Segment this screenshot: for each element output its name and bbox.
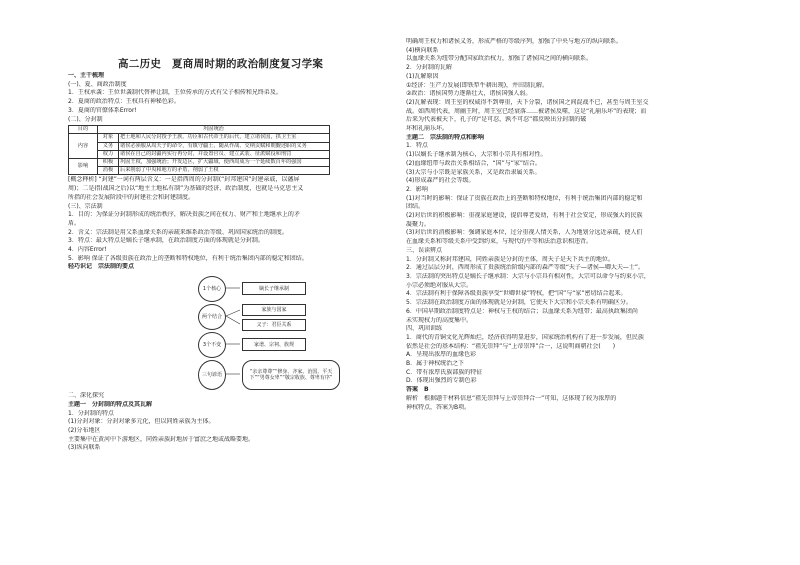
text-line: 三、误读辨点 [406, 246, 443, 254]
text-line: 以血缘关系为纽带分配国家政治权力，加强了诸侯国之间的横向联系。 [406, 55, 593, 63]
text-line: 4．宗法制有利于保障各级贵族享受“世卿世禄”特权，把“国”与“家”密切结合起来。 [406, 290, 627, 298]
diagram-box: 家族与国家 [242, 304, 306, 316]
table-cell: 权力 [98, 150, 119, 158]
text-line: B．属于神权统治之下 [406, 360, 465, 368]
text-line: 2．通过层层分封，西周形成了贵族统治阶级内部的森严等级“天子—诸侯—卿大夫—士”。 [406, 264, 645, 272]
text-line: 神权特点，答案为B项。 [406, 403, 471, 411]
text-line: 1．目的：为保证分封制形成的统治秩序，解决贵族之间在权力、财产和土地继承上的矛 [68, 211, 300, 219]
left-section-one [68, 72, 395, 124]
page-title: 高二历史 夏商周时期的政治制度复习学案 [118, 58, 324, 70]
text-line: 1．特点 [406, 142, 428, 150]
table-cell: 积极 [98, 159, 119, 167]
text-line: (3)大宗与小宗既是家族关系，又是政治隶属关系。 [406, 168, 541, 176]
text-line: (三)、宗法制 [68, 202, 103, 210]
text-line: (2)瓦解表现：周王室的权威得不到尊重，天下分裂，诸侯国之间混战不已，甚至与周王室交 [406, 98, 649, 106]
table-cell: 义务 [98, 142, 119, 150]
text-line: ②政治：诸侯国势力逐渐壮大，诸侯国强人弱。 [406, 90, 532, 98]
text-line: 1．分封制的特点 [68, 409, 114, 417]
text-line: 解析 根据题干材料信息“祖先崇拜与上帝崇拜合一”可知，这体现了较为浓厚的 [406, 394, 617, 402]
table-cell: 影响 [69, 159, 98, 175]
table-cell: 巩固王权，加强统治；开发边区，扩大疆域，使西周成为一个延续数百年的强国 [119, 159, 330, 167]
table-cell: 把土地和人民分封授予王族、功臣和古代帝王的后代，建立诸侯国，拱卫王室 [119, 134, 330, 142]
text-line: 6．中国早期政治制度特点是：神权与王权的结合；以血缘关系为纽带；最高执政集团尚 [406, 307, 638, 315]
text-line: 5．影响 保证了各级贵族在政治上的垄断和特权地位，有利于统治集团内部的稳定和团结。 [68, 254, 308, 262]
section-heading: 一、主干梳理 [68, 72, 105, 79]
text-line: C．带有浓厚氏族部族的特征 [406, 368, 483, 376]
diagram-box: “亲亲尊尊”“修身、齐家、治国、平天下”“男尊女卑”“敬宗收族、尊卑有序” [242, 360, 340, 390]
text-line: (1)以嫡长子继承制为核心，大宗和小宗具有相对性。 [406, 151, 547, 159]
text-line: 战。如西周代表，周幽王时，周王室已经衰落……被诸侯反噬，这是“礼崩乐坏”的表现；而 [406, 107, 647, 115]
text-line: (2)血缘纽带与政治关系相结合，“国”与“家”结合。 [406, 159, 541, 167]
text-line: ①经济：生产力发展(即铁犁牛耕出现)，井田制瓦解。 [406, 81, 549, 89]
table-row [69, 167, 330, 175]
text-line: 4．内容Error! [68, 246, 107, 254]
diagram-box: 家谱、宗祠、族规 [242, 338, 306, 351]
text-line: (1)分封对象：分封对象多元化，但以同姓亲族为主体。 [68, 418, 215, 426]
section-heading: 轻巧识记 宗法制的要点 [68, 263, 135, 271]
text-line: 团结。 [406, 203, 425, 211]
left-column [68, 72, 395, 453]
table-row [69, 142, 330, 150]
fengjian-table [68, 125, 330, 175]
text-line: 小宗必须绝对服从大宗。 [406, 281, 473, 289]
text-line: [概念释析] “封建”一词有两层含义：一是指西周的分封制(“封邦建国”封建亲戚，以藩屏 [68, 176, 300, 184]
section-heading: 答案 B [406, 386, 429, 394]
left-section-three [68, 392, 395, 453]
section-heading: 主题一 分封制的特点及其瓦解 [68, 400, 153, 408]
right-section [406, 38, 736, 412]
text-line: 3．特点：最大特点是嫡长子继承制，在政治制度方面的体现就是分封制。 [68, 237, 264, 245]
table-cell: 诸侯必须服从周天子的命令，有镇守疆土、随从作战、交纳贡赋和朝觐述职的义务 [119, 142, 330, 150]
text-line: (一)、夏、商政治制度 [68, 80, 127, 88]
text-line: 周)；二是指(战国之后)以“地主土地私有制”为基础的经济、政治制度，也就是马克思主义 [68, 185, 304, 193]
text-line: (2)分布地区 [68, 426, 101, 434]
diagram-node: 3个不变 [198, 332, 226, 358]
text-line: (1)对当时的影响：保证了贵族在政治上的垄断和特权地位，有利于统治集团内部的稳定和 [406, 194, 643, 202]
table-row [69, 150, 330, 158]
right-column [406, 38, 736, 412]
text-line: (3)对后世的消极影响：强调家庭本位，过分重视人情关系，人为地划分远近亲疏，使人们 [406, 229, 643, 237]
text-line: 盾。 [68, 219, 81, 227]
section-heading: 主题二 宗法制的特点和影响 [406, 133, 485, 141]
table-row [69, 159, 330, 167]
text-line: (1)瓦解原因 [406, 72, 439, 80]
table-cell: 消极 [98, 167, 119, 175]
diagram-node: 三句谚语 [198, 360, 226, 390]
table-cell: 后来削弱了中央和地方的矛盾，削弱了王权 [119, 167, 330, 175]
text-line: 3．夏商的官僚体系Error! [68, 106, 137, 114]
text-line: 2．含义：宗法制是用父系血缘关系的亲疏来维系政治等级、巩固国家统治的制度。 [68, 228, 288, 236]
text-line: 依然是社会的基本结构：“祖先崇拜”与“上帝崇拜”合一，这说明商朝社会( ) [406, 342, 616, 350]
text-line: 1．王权承袭：王位世袭制代替禅让制，王位传承的方式有父子相传和兄终弟及。 [68, 89, 282, 97]
text-line: 凝聚力。 [406, 220, 431, 228]
diagram-connectors [68, 274, 395, 392]
diagram-box: 嫡长子继承制 [242, 282, 306, 295]
text-line: D．体现出强烈的专制色彩 [406, 377, 477, 385]
table-header-row [69, 126, 330, 134]
text-line: 在血缘关系和等级关系中受到约束，与现代的平等和法治意识相违背。 [406, 238, 593, 246]
diagram-node: 两个结合 [198, 304, 226, 330]
text-line: 2．影响 [406, 185, 428, 193]
text-line: 四、巩固训练 [406, 325, 443, 333]
table-header-cell: 巩固统治 [98, 126, 330, 134]
text-line: (二)、分封制 [68, 115, 103, 123]
table-row [69, 134, 330, 142]
text-line: (4)横向联系 [406, 46, 439, 54]
diagram-box: 父子：君臣关系 [242, 319, 306, 331]
text-line: 2．夏商的政治特点：王权具有神秘色彩。 [68, 98, 180, 106]
text-line: 2．分封制的瓦解 [406, 64, 452, 72]
text-line: 坏和礼崩乐坏。 [406, 125, 449, 133]
text-line: (3)纵向联系 [68, 444, 101, 452]
left-section-two [68, 176, 395, 272]
table-cell: 诸侯在自己的封疆内实行再分封，并设置官员、建立武装、征派赋役和刑罚 [119, 150, 330, 158]
text-line: 1．商代的青铜文化光辉灿烂，经济获得明显进步，国家统治机构有了进一步发展，但民族 [406, 333, 644, 341]
text-line: 所指的社会发展阶段中的封建社会和封建制度。 [68, 193, 195, 201]
text-line: 二、深化探究 [68, 392, 105, 400]
text-line: 5．宗法制在政治制度方面的体现就是分封制，它使天下大宗和小宗关系有明确区分。 [406, 299, 632, 307]
diagram-node: 1个核心 [198, 276, 226, 302]
text-line: 明确周王权力和诸侯义务，形成严格的等级序列，加强了中央与地方的纵向联系。 [406, 38, 623, 45]
table-cell: 对象 [98, 134, 119, 142]
table-cell: 内容 [69, 134, 98, 159]
text-line: A．呈现出浓厚的血缘色彩 [406, 351, 477, 359]
table-header-cell: 目的 [69, 126, 98, 134]
text-line: (4)形成森严的社会等级。 [406, 177, 475, 185]
text-line: 1．分封制又称封邦建国，同姓亲族是分封的主体，周天子是天下共主的地位。 [406, 255, 614, 263]
text-line: 后来为代表被天下，孔子的“是可忍，孰不可忍”都反映出分封制的破 [406, 116, 587, 124]
text-line: (2)对后世的积极影响：重视家庭建设，提倡尊老爱幼，有利于社会安定，形成强大的民族 [406, 212, 643, 220]
text-line: 3．宗法制的突出特点是嫡长子继承制：大宗与小宗具有相对性，大宗可以命令与约束小宗， [406, 272, 650, 280]
text-line: 未实现权力的高度集中。 [406, 316, 473, 324]
text-line: 主要集中在黄河中下游地区，同姓亲族封地居于富庶之地或战略要地。 [68, 435, 255, 443]
zongfa-diagram [68, 274, 395, 392]
